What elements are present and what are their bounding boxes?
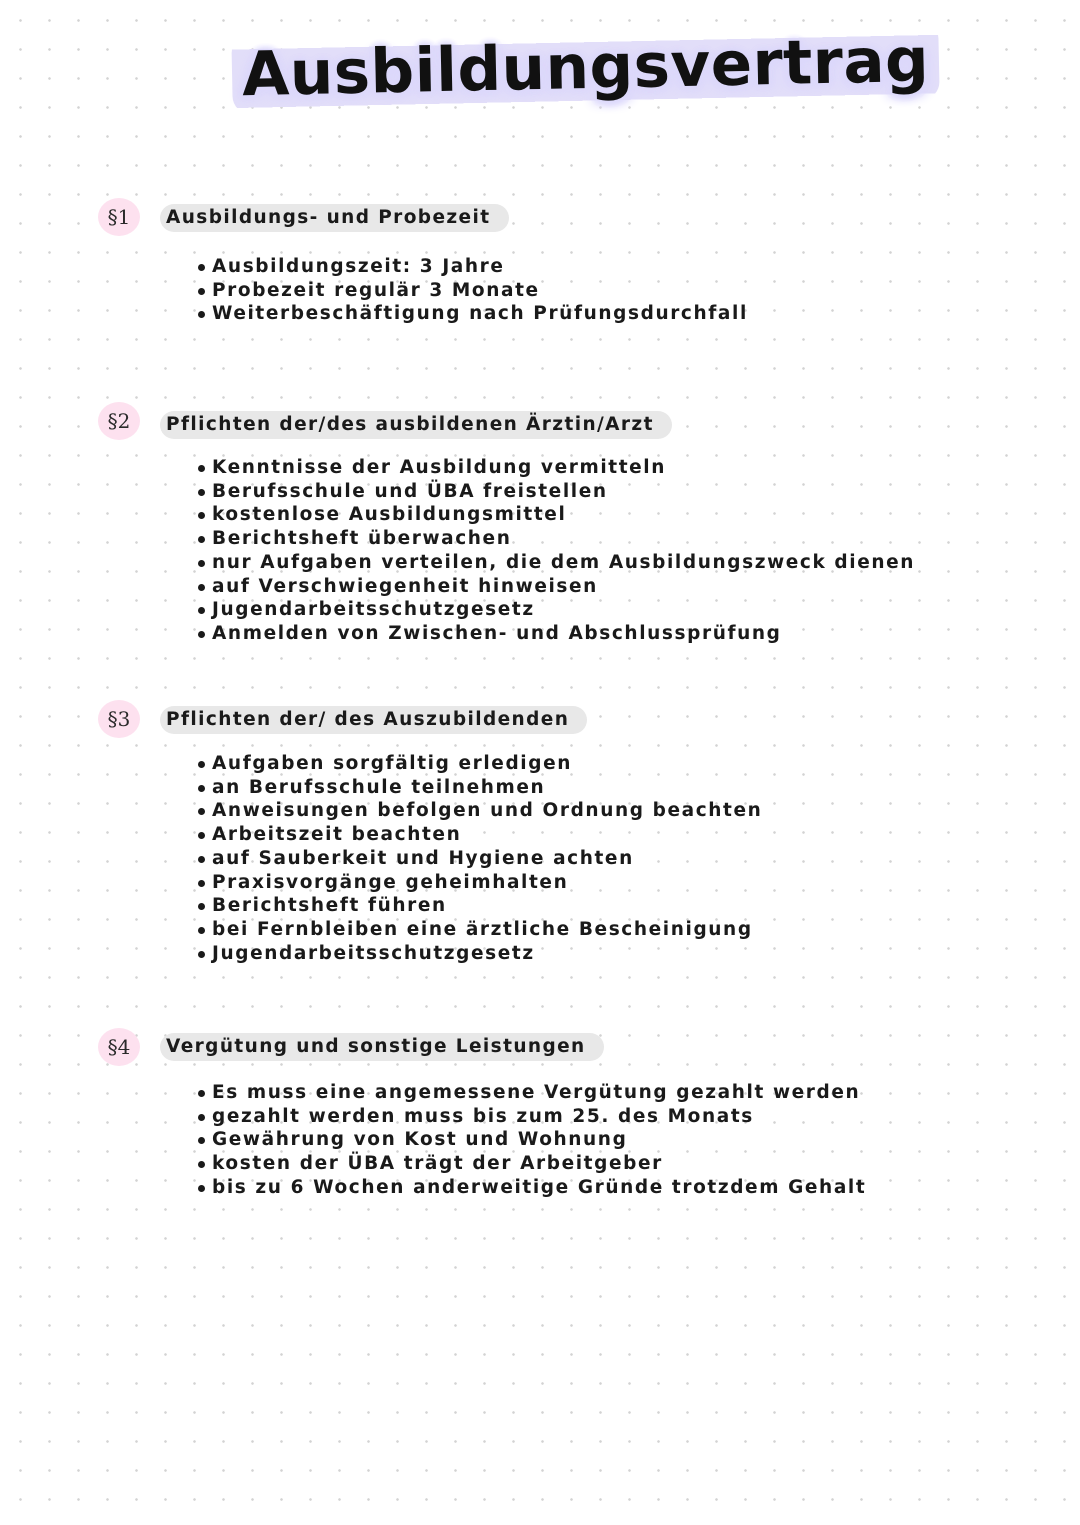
- list-item: Kenntnisse der Ausbildung vermitteln: [196, 456, 915, 480]
- list-item: Es muss eine angemessene Vergütung gezahlt werden: [196, 1081, 866, 1105]
- list-item: Berichtsheft führen: [196, 894, 762, 918]
- section-number-badge: §1: [98, 198, 140, 236]
- list-item: Berichtsheft überwachen: [196, 527, 915, 551]
- list-item: Jugendarbeitsschutzgesetz: [196, 942, 762, 966]
- section-item-list: [196, 752, 762, 965]
- section-number-badge: §2: [98, 402, 140, 440]
- list-item: Arbeitszeit beachten: [196, 823, 762, 847]
- list-item: an Berufsschule teilnehmen: [196, 776, 762, 800]
- list-item: Anmelden von Zwischen- und Abschlussprüfung: [196, 622, 915, 646]
- section-number-badge: §4: [98, 1028, 140, 1066]
- list-item: kostenlose Ausbildungsmittel: [196, 503, 915, 527]
- list-item: Jugendarbeitsschutzgesetz: [196, 598, 915, 622]
- list-item: Gewährung von Kost und Wohnung: [196, 1128, 866, 1152]
- list-item: auf Verschwiegenheit hinweisen: [196, 575, 915, 599]
- list-item: Anweisungen befolgen und Ordnung beachten: [196, 799, 762, 823]
- section-heading: Ausbildungs- und Probezeit: [160, 204, 509, 232]
- list-item: Praxisvorgänge geheimhalten: [196, 871, 762, 895]
- section-heading: Vergütung und sonstige Leistungen: [160, 1033, 604, 1061]
- section-heading: Pflichten der/des ausbildenen Ärztin/Arzt: [160, 411, 672, 439]
- list-item: bis zu 6 Wochen anderweitige Gründe trotzdem Gehalt: [196, 1176, 866, 1200]
- section-item-list: [196, 1081, 866, 1200]
- section-item-list: [196, 456, 915, 646]
- list-item: Probezeit regulär 3 Monate: [196, 279, 748, 303]
- section-heading: Pflichten der/ des Auszubildenden: [160, 706, 587, 734]
- list-item: kosten der ÜBA trägt der Arbeitgeber: [196, 1152, 866, 1176]
- section-item-list: [196, 255, 748, 326]
- list-item: Aufgaben sorgfältig erledigen: [196, 752, 762, 776]
- list-item: auf Sauberkeit und Hygiene achten: [196, 847, 762, 871]
- list-item: gezahlt werden muss bis zum 25. des Monats: [196, 1105, 866, 1129]
- list-item: bei Fernbleiben eine ärztliche Bescheinigung: [196, 918, 762, 942]
- list-item: Berufsschule und ÜBA freistellen: [196, 480, 915, 504]
- section-number-badge: §3: [98, 700, 140, 738]
- title-block: [232, 24, 939, 111]
- page-title: Ausbildungsvertrag: [231, 21, 940, 115]
- list-item: Weiterbeschäftigung nach Prüfungsdurchfall: [196, 302, 748, 326]
- list-item: nur Aufgaben verteilen, die dem Ausbildungszweck dienen: [196, 551, 915, 575]
- list-item: Ausbildungszeit: 3 Jahre: [196, 255, 748, 279]
